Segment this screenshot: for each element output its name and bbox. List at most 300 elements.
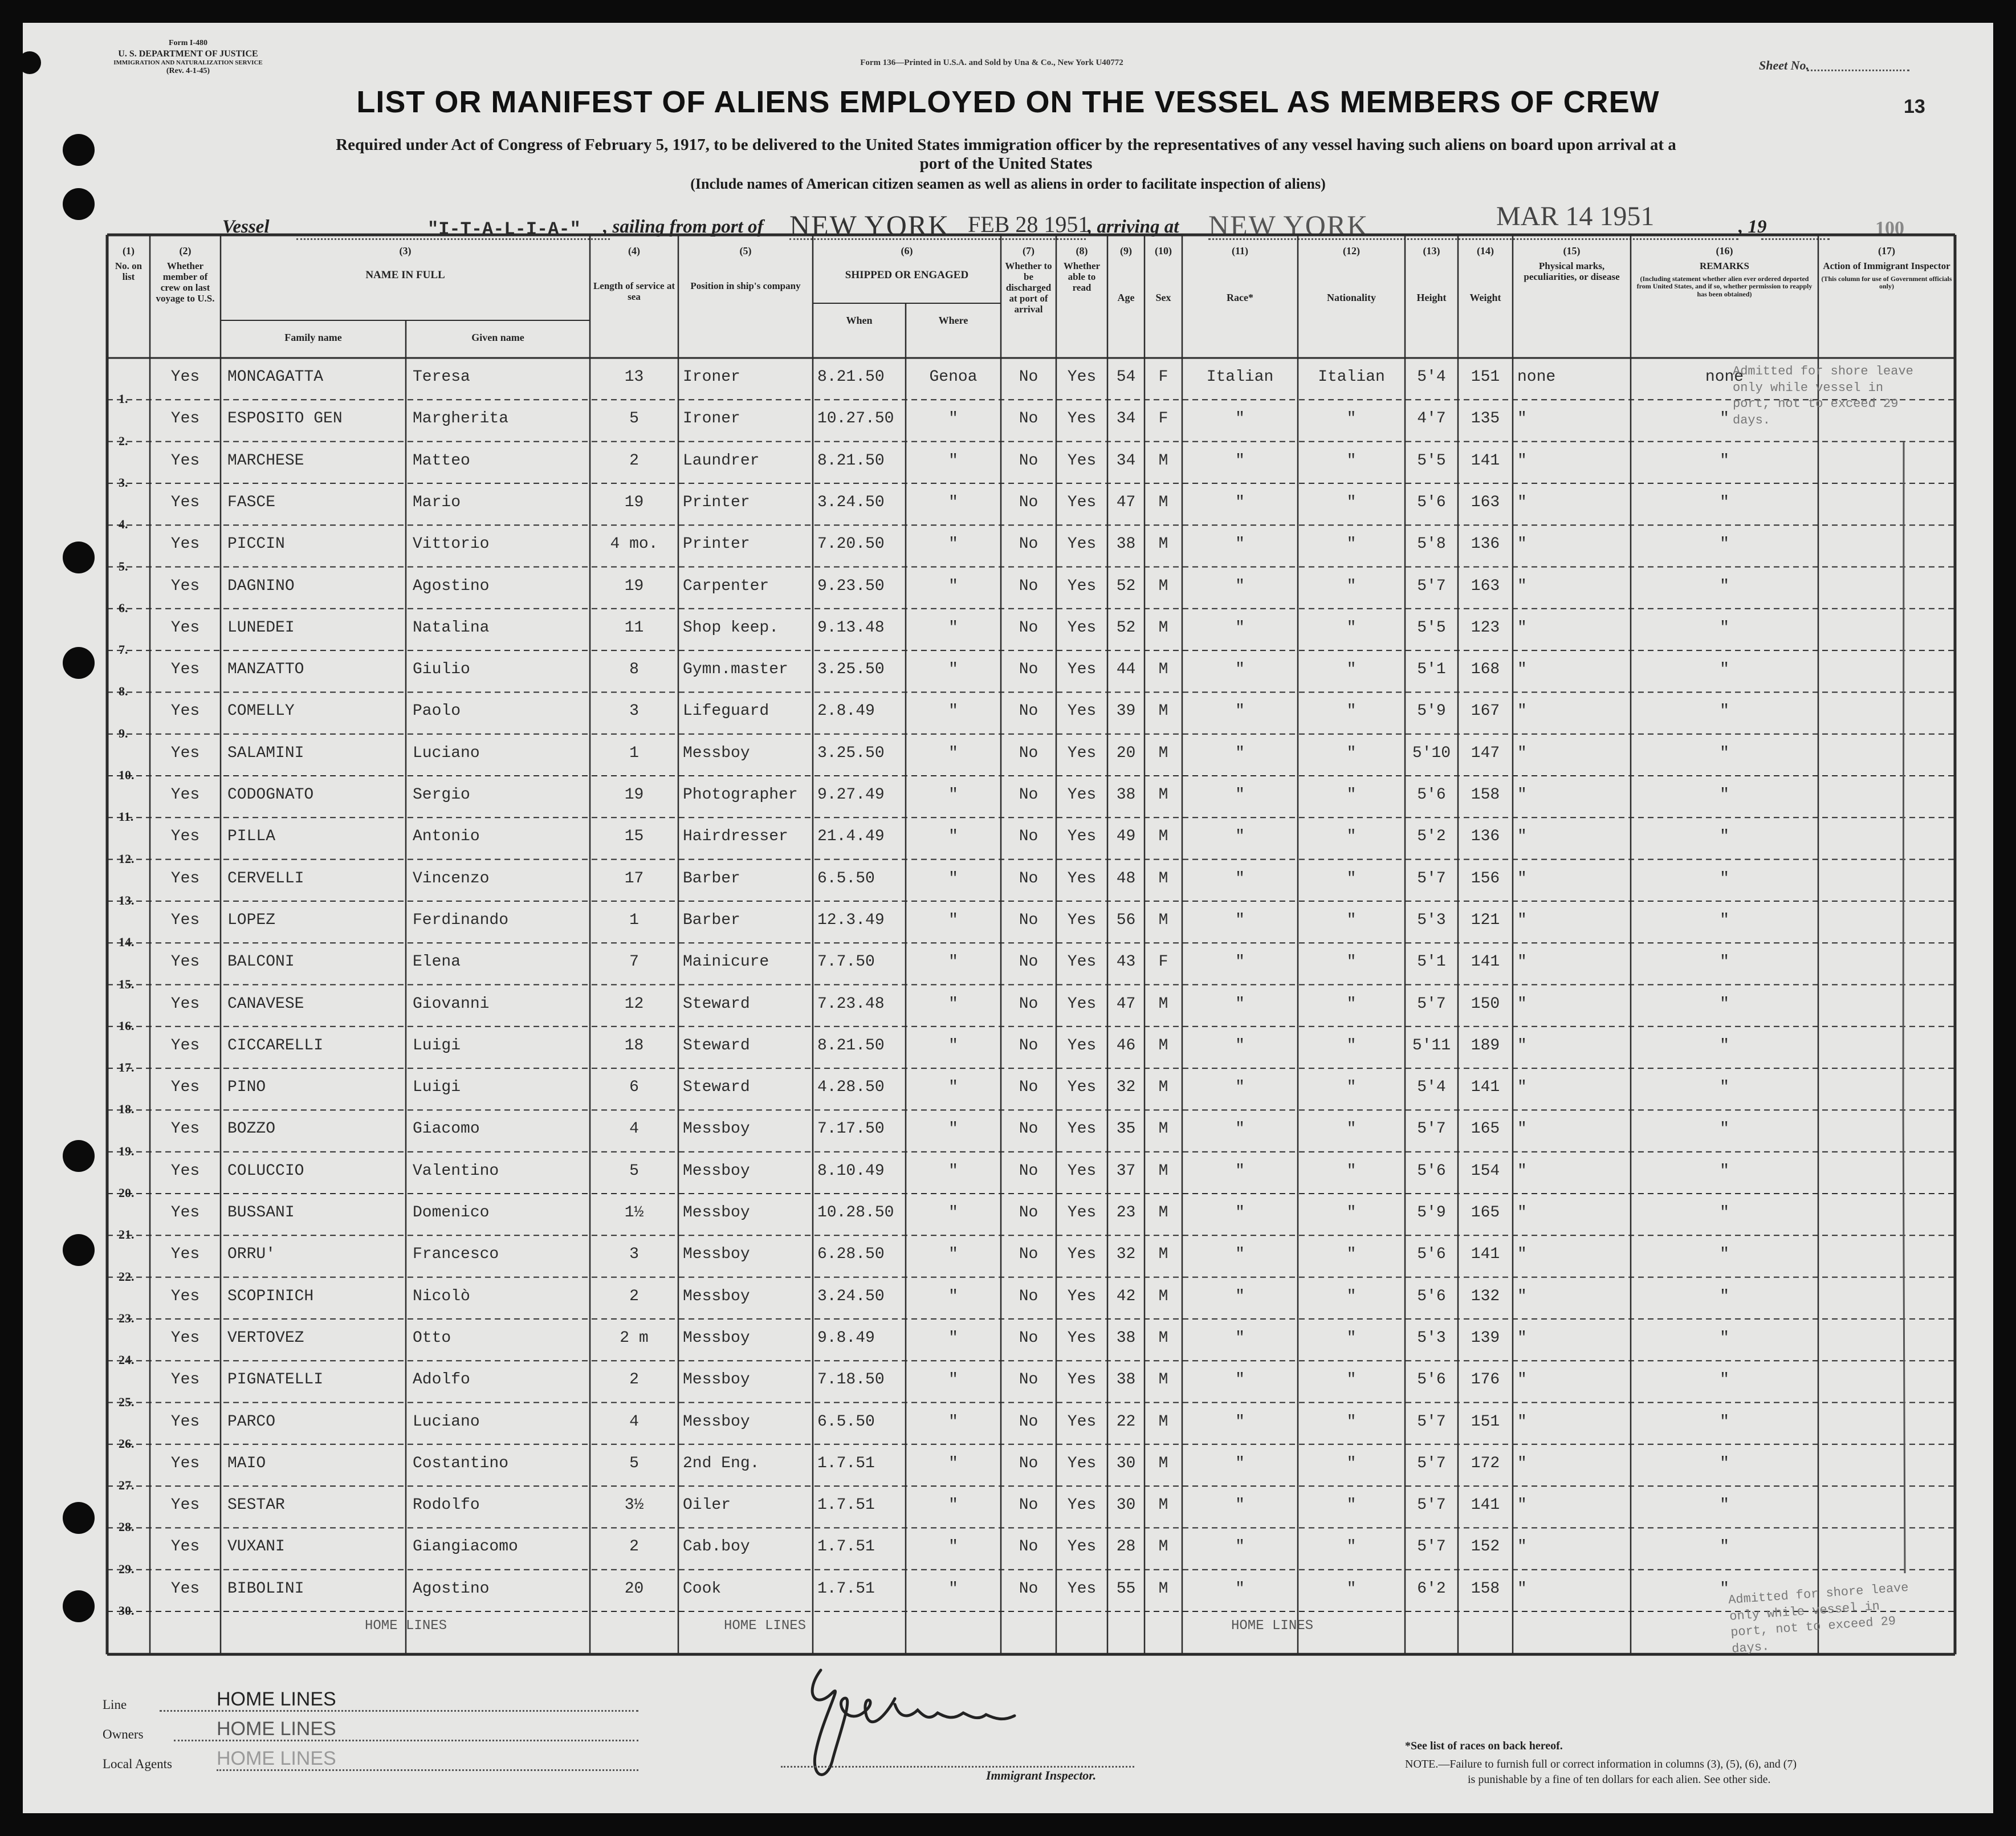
crew-when-cell: 8.10.49 xyxy=(817,1162,885,1180)
crew-sex-cell: M xyxy=(1158,577,1168,595)
crew-sex-cell: M xyxy=(1158,1120,1168,1138)
crew-family-cell: MARCHESE xyxy=(227,451,304,470)
crew-prev-cell: Yes xyxy=(170,1329,200,1347)
crew-race-cell: " xyxy=(1235,1579,1245,1598)
crew-given-cell: Vittorio xyxy=(413,535,490,553)
row-number: 3. xyxy=(119,475,128,490)
crew-sex-cell: M xyxy=(1158,786,1168,804)
crew-marks-cell: " xyxy=(1517,661,1527,679)
crew-family-cell: VERTOVEZ xyxy=(227,1329,304,1347)
remarks-stamp-top: Admitted for shore leave only while vessel in port, not to exceed 29 days. xyxy=(1733,364,1913,428)
column-number: (3) xyxy=(399,245,412,257)
crew-discharged-cell: No xyxy=(1019,1371,1038,1389)
crew-position-cell: Messboy xyxy=(683,1412,750,1431)
crew-family-cell: LUNEDEI xyxy=(227,618,295,637)
crew-where-cell: " xyxy=(948,1329,958,1347)
crew-height-cell: 5'4 xyxy=(1417,368,1446,386)
crew-weight-cell: 136 xyxy=(1471,828,1500,846)
crew-remarks-cell: " xyxy=(1720,1120,1729,1138)
crew-prev-cell: Yes xyxy=(170,828,200,846)
crew-service-cell: 3 xyxy=(629,1245,639,1264)
crew-marks-cell: " xyxy=(1517,1579,1527,1598)
crew-weight-cell: 147 xyxy=(1471,744,1500,762)
crew-sex-cell: M xyxy=(1158,535,1168,553)
crew-age-cell: 20 xyxy=(1116,744,1136,762)
crew-marks-cell: " xyxy=(1517,744,1527,762)
crew-where-cell: " xyxy=(948,661,958,679)
crew-marks-cell: " xyxy=(1517,493,1527,511)
agents-value: HOME LINES xyxy=(217,1748,336,1769)
crew-position-cell: Printer xyxy=(683,535,750,553)
crew-age-cell: 48 xyxy=(1116,869,1136,888)
crew-given-cell: Nicolò xyxy=(413,1287,470,1305)
crew-height-cell: 5'6 xyxy=(1417,1287,1446,1305)
crew-when-cell: 1.7.51 xyxy=(817,1538,875,1556)
crew-marks-cell: " xyxy=(1517,1329,1527,1347)
crew-nationality-cell: " xyxy=(1346,1162,1357,1180)
crew-read-cell: Yes xyxy=(1067,535,1097,553)
column-label: Height xyxy=(1416,292,1447,303)
crew-service-cell: 4 mo. xyxy=(610,535,658,553)
subcolumn-label: Family name xyxy=(284,332,342,343)
crew-weight-cell: 158 xyxy=(1471,786,1500,804)
crew-when-cell: 8.21.50 xyxy=(817,1036,885,1055)
crew-prev-cell: Yes xyxy=(170,953,200,971)
row-number: 6. xyxy=(119,600,128,615)
crew-when-cell: 6.28.50 xyxy=(817,1245,885,1264)
crew-given-cell: Otto xyxy=(413,1329,451,1347)
crew-race-cell: " xyxy=(1235,1162,1245,1180)
crew-discharged-cell: No xyxy=(1019,744,1038,762)
crew-given-cell: Giulio xyxy=(413,661,470,679)
crew-read-cell: Yes xyxy=(1067,1329,1097,1347)
crew-age-cell: 38 xyxy=(1116,1329,1136,1347)
crew-marks-cell: " xyxy=(1517,1538,1527,1556)
crew-where-cell: " xyxy=(948,744,958,762)
crew-service-cell: 19 xyxy=(624,786,644,804)
crew-age-cell: 42 xyxy=(1116,1287,1136,1305)
crew-when-cell: 7.23.48 xyxy=(817,995,885,1013)
crew-given-cell: Mario xyxy=(413,493,461,511)
crew-sex-cell: M xyxy=(1158,618,1168,637)
crew-weight-cell: 156 xyxy=(1471,869,1500,888)
crew-position-cell: Steward xyxy=(683,995,750,1013)
crew-family-cell: CERVELLI xyxy=(227,869,304,888)
crew-marks-cell: " xyxy=(1517,1454,1527,1472)
crew-service-cell: 1 xyxy=(629,911,639,929)
column-label: Physical marks, peculiarities, or disease xyxy=(1524,260,1620,283)
crew-given-cell: Domenico xyxy=(413,1204,490,1222)
include-note: (Include names of American citizen seamen as well as aliens in order to facilitate inspection of aliens) xyxy=(690,176,1326,192)
crew-height-cell: 5'6 xyxy=(1417,786,1446,804)
crew-age-cell: 38 xyxy=(1116,535,1136,553)
year-label: , 19 xyxy=(1738,217,1767,237)
crew-remarks-cell: " xyxy=(1720,661,1729,679)
crew-given-cell: Antonio xyxy=(413,828,480,846)
crew-given-cell: Francesco xyxy=(413,1245,499,1264)
agents-label: Local Agents xyxy=(103,1757,172,1771)
crew-weight-cell: 176 xyxy=(1471,1371,1500,1389)
crew-race-cell: " xyxy=(1235,1329,1245,1347)
row-number: 30. xyxy=(119,1603,135,1618)
crew-race-cell: " xyxy=(1235,953,1245,971)
crew-when-cell: 21.4.49 xyxy=(817,828,885,846)
line-label: Line xyxy=(103,1697,127,1712)
crew-where-cell: " xyxy=(948,1036,958,1055)
crew-discharged-cell: No xyxy=(1019,1036,1038,1055)
column-number: (6) xyxy=(901,245,913,257)
crew-marks-cell: none xyxy=(1517,368,1556,386)
column-label: Sex xyxy=(1155,292,1171,303)
vessel-name: "I-T-A-L-I-A-" xyxy=(427,219,581,240)
crew-prev-cell: Yes xyxy=(170,911,200,929)
crew-nationality-cell: " xyxy=(1346,535,1357,553)
crew-family-cell: CICCARELLI xyxy=(227,1036,324,1055)
crew-when-cell: 8.21.50 xyxy=(817,368,885,386)
crew-where-cell: " xyxy=(948,1162,958,1180)
column-label: Position in ship's company xyxy=(690,280,801,291)
crew-nationality-cell: " xyxy=(1346,410,1357,428)
crew-service-cell: 13 xyxy=(624,368,644,386)
crew-position-cell: Messboy xyxy=(683,1329,750,1347)
crew-given-cell: Paolo xyxy=(413,702,461,720)
crew-service-cell: 8 xyxy=(629,661,639,679)
crew-discharged-cell: No xyxy=(1019,661,1038,679)
crew-race-cell: " xyxy=(1235,1496,1245,1515)
crew-position-cell: Messboy xyxy=(683,744,750,762)
row-number: 2. xyxy=(119,433,128,448)
crew-read-cell: Yes xyxy=(1067,1371,1097,1389)
crew-weight-cell: 154 xyxy=(1471,1162,1500,1180)
crew-when-cell: 7.17.50 xyxy=(817,1120,885,1138)
crew-race-cell: " xyxy=(1235,828,1245,846)
crew-weight-cell: 150 xyxy=(1471,995,1500,1013)
crew-service-cell: 5 xyxy=(629,1454,639,1472)
column-number: (5) xyxy=(739,245,752,257)
crew-position-cell: Cook xyxy=(683,1579,722,1598)
crew-service-cell: 20 xyxy=(624,1579,644,1598)
crew-position-cell: Steward xyxy=(683,1078,750,1097)
crew-given-cell: Agostino xyxy=(413,577,490,595)
crew-given-cell: Agostino xyxy=(413,1579,490,1598)
crew-prev-cell: Yes xyxy=(170,1579,200,1598)
crew-remarks-cell: " xyxy=(1720,451,1729,470)
crew-when-cell: 9.23.50 xyxy=(817,577,885,595)
crew-prev-cell: Yes xyxy=(170,1162,200,1180)
crew-where-cell: " xyxy=(948,577,958,595)
column-label: Whether to be discharged at port of arrival xyxy=(1005,260,1052,315)
crew-where-cell: " xyxy=(948,786,958,804)
crew-race-cell: " xyxy=(1235,493,1245,511)
crew-sex-cell: M xyxy=(1158,1078,1168,1097)
crew-age-cell: 35 xyxy=(1116,1120,1136,1138)
crew-age-cell: 54 xyxy=(1116,368,1136,386)
row-number: 21. xyxy=(119,1227,135,1242)
crew-family-cell: COMELLY xyxy=(227,702,295,720)
crew-sex-cell: M xyxy=(1158,1162,1168,1180)
crew-sex-cell: F xyxy=(1158,953,1168,971)
crew-when-cell: 9.27.49 xyxy=(817,786,885,804)
crew-family-cell: BIBOLINI xyxy=(227,1579,304,1598)
crew-height-cell: 5'2 xyxy=(1417,828,1446,846)
crew-sex-cell: M xyxy=(1158,1245,1168,1264)
crew-remarks-cell: " xyxy=(1720,577,1729,595)
crew-service-cell: 2 m xyxy=(620,1329,649,1347)
crew-when-cell: 12.3.49 xyxy=(817,911,885,929)
crew-height-cell: 5'9 xyxy=(1417,1204,1446,1222)
line-31-race-stamp: HOME LINES xyxy=(1231,1618,1314,1634)
crew-height-cell: 5'1 xyxy=(1417,661,1446,679)
crew-weight-cell: 136 xyxy=(1471,535,1500,553)
crew-sex-cell: M xyxy=(1158,1579,1168,1598)
crew-height-cell: 5'7 xyxy=(1417,869,1446,888)
line-31-position-stamp: HOME LINES xyxy=(724,1618,807,1634)
crew-height-cell: 5'7 xyxy=(1417,995,1446,1013)
crew-when-cell: 7.7.50 xyxy=(817,953,875,971)
crew-sex-cell: M xyxy=(1158,1287,1168,1305)
crew-marks-cell: " xyxy=(1517,786,1527,804)
crew-read-cell: Yes xyxy=(1067,368,1097,386)
crew-position-cell: Steward xyxy=(683,1036,750,1055)
crew-age-cell: 52 xyxy=(1116,618,1136,637)
department: U. S. DEPARTMENT OF JUSTICE xyxy=(118,48,258,59)
crew-discharged-cell: No xyxy=(1019,1538,1038,1556)
crew-race-cell: " xyxy=(1235,1204,1245,1222)
crew-race-cell: " xyxy=(1235,1078,1245,1097)
column-number: (7) xyxy=(1023,245,1035,257)
crew-remarks-cell: " xyxy=(1720,493,1729,511)
crew-read-cell: Yes xyxy=(1067,1454,1097,1472)
crew-discharged-cell: No xyxy=(1019,1245,1038,1264)
row-number: 22. xyxy=(119,1269,135,1284)
crew-prev-cell: Yes xyxy=(170,1538,200,1556)
crew-remarks-cell: " xyxy=(1720,1036,1729,1055)
crew-discharged-cell: No xyxy=(1019,786,1038,804)
crew-where-cell: " xyxy=(948,410,958,428)
crew-where-cell: " xyxy=(948,1287,958,1305)
crew-race-cell: " xyxy=(1235,410,1245,428)
crew-position-cell: Laundrer xyxy=(683,451,760,470)
crew-where-cell: " xyxy=(948,953,958,971)
crew-prev-cell: Yes xyxy=(170,535,200,553)
crew-where-cell: " xyxy=(948,1579,958,1598)
crew-weight-cell: 151 xyxy=(1471,368,1500,386)
crew-nationality-cell: " xyxy=(1346,1371,1357,1389)
crew-race-cell: " xyxy=(1235,577,1245,595)
crew-nationality-cell: " xyxy=(1346,451,1357,470)
crew-marks-cell: " xyxy=(1517,535,1527,553)
crew-race-cell: " xyxy=(1235,702,1245,720)
crew-race-cell: " xyxy=(1235,1538,1245,1556)
column-label: Length of service at sea xyxy=(593,280,675,303)
penalty-line-2: is punishable by a fine of ten dollars for each alien. See other side. xyxy=(1468,1773,1771,1786)
crew-discharged-cell: No xyxy=(1019,828,1038,846)
page-number: 13 xyxy=(1904,96,1925,117)
crew-age-cell: 44 xyxy=(1116,661,1136,679)
row-number: 8. xyxy=(119,684,128,699)
crew-read-cell: Yes xyxy=(1067,786,1097,804)
inspector-fill xyxy=(781,1766,1134,1768)
crew-prev-cell: Yes xyxy=(170,577,200,595)
line-value: HOME LINES xyxy=(217,1688,336,1710)
crew-read-cell: Yes xyxy=(1067,869,1097,888)
crew-race-cell: " xyxy=(1235,1412,1245,1431)
crew-age-cell: 22 xyxy=(1116,1412,1136,1431)
crew-sex-cell: M xyxy=(1158,1329,1168,1347)
subcolumn-label: Where xyxy=(938,315,968,326)
crew-discharged-cell: No xyxy=(1019,618,1038,637)
crew-prev-cell: Yes xyxy=(170,368,200,386)
row-number: 26. xyxy=(119,1436,135,1451)
crew-given-cell: Luigi xyxy=(413,1036,461,1055)
crew-service-cell: 4 xyxy=(629,1412,639,1431)
column-label: NAME IN FULL xyxy=(365,269,445,281)
crew-when-cell: 8.21.50 xyxy=(817,451,885,470)
crew-discharged-cell: No xyxy=(1019,995,1038,1013)
crew-read-cell: Yes xyxy=(1067,1204,1097,1222)
crew-discharged-cell: No xyxy=(1019,869,1038,888)
crew-nationality-cell: " xyxy=(1346,618,1357,637)
crew-height-cell: 5'3 xyxy=(1417,911,1446,929)
penalty-line-1: NOTE.—Failure to furnish full or correct information in columns (3), (5), (6), and (7) xyxy=(1405,1758,1797,1770)
crew-discharged-cell: No xyxy=(1019,1412,1038,1431)
crew-discharged-cell: No xyxy=(1019,911,1038,929)
crew-read-cell: Yes xyxy=(1067,1538,1097,1556)
crew-height-cell: 5'8 xyxy=(1417,535,1446,553)
crew-weight-cell: 158 xyxy=(1471,1579,1500,1598)
crew-nationality-cell: " xyxy=(1346,1078,1357,1097)
crew-read-cell: Yes xyxy=(1067,1245,1097,1264)
crew-service-cell: 17 xyxy=(624,869,644,888)
row-number: 20. xyxy=(119,1186,135,1200)
column-number: (15) xyxy=(1563,245,1581,257)
crew-nationality-cell: " xyxy=(1346,953,1357,971)
column-label: Age xyxy=(1117,292,1135,303)
crew-service-cell: 6 xyxy=(629,1078,639,1097)
column-number: (10) xyxy=(1155,245,1172,257)
row-number: 15. xyxy=(119,976,135,991)
crew-where-cell: " xyxy=(948,451,958,470)
row-number: 19. xyxy=(119,1143,135,1158)
crew-age-cell: 46 xyxy=(1116,1036,1136,1055)
crew-height-cell: 5'7 xyxy=(1417,1538,1446,1556)
crew-when-cell: 3.24.50 xyxy=(817,1287,885,1305)
owners-value: HOME LINES xyxy=(217,1718,336,1740)
crew-family-cell: BUSSANI xyxy=(227,1204,295,1222)
crew-position-cell: Barber xyxy=(683,869,740,888)
crew-given-cell: Rodolfo xyxy=(413,1496,480,1515)
crew-read-cell: Yes xyxy=(1067,995,1097,1013)
crew-nationality-cell: " xyxy=(1346,995,1357,1013)
crew-weight-cell: 189 xyxy=(1471,1036,1500,1055)
crew-discharged-cell: No xyxy=(1019,1120,1038,1138)
crew-when-cell: 9.8.49 xyxy=(817,1329,875,1347)
crew-read-cell: Yes xyxy=(1067,1287,1097,1305)
sheet-no-label: Sheet No. xyxy=(1759,58,1809,72)
crew-where-cell: " xyxy=(948,1454,958,1472)
column-number: (1) xyxy=(123,245,135,257)
crew-age-cell: 38 xyxy=(1116,786,1136,804)
crew-where-cell: " xyxy=(948,618,958,637)
column-label: Race* xyxy=(1227,292,1253,303)
crew-height-cell: 5'4 xyxy=(1417,1078,1446,1097)
crew-marks-cell: " xyxy=(1517,702,1527,720)
crew-position-cell: Hairdresser xyxy=(683,828,788,846)
crew-weight-cell: 168 xyxy=(1471,661,1500,679)
crew-when-cell: 3.25.50 xyxy=(817,661,885,679)
crew-prev-cell: Yes xyxy=(170,1245,200,1264)
crew-position-cell: Messboy xyxy=(683,1120,750,1138)
crew-weight-cell: 135 xyxy=(1471,410,1500,428)
crew-prev-cell: Yes xyxy=(170,1496,200,1515)
crew-marks-cell: " xyxy=(1517,1412,1527,1431)
crew-nationality-cell: " xyxy=(1346,493,1357,511)
crew-prev-cell: Yes xyxy=(170,1036,200,1055)
crew-discharged-cell: No xyxy=(1019,953,1038,971)
crew-sex-cell: M xyxy=(1158,661,1168,679)
crew-family-cell: FASCE xyxy=(227,493,276,511)
crew-read-cell: Yes xyxy=(1067,451,1097,470)
crew-nationality-cell: " xyxy=(1346,1454,1357,1472)
crew-service-cell: 7 xyxy=(629,953,639,971)
crew-nationality-cell: " xyxy=(1346,911,1357,929)
column-number: (14) xyxy=(1477,245,1494,257)
crew-family-cell: PICCIN xyxy=(227,535,285,553)
crew-where-cell: Genoa xyxy=(929,368,978,386)
crew-when-cell: 1.7.51 xyxy=(817,1579,875,1598)
crew-height-cell: 5'3 xyxy=(1417,1329,1446,1347)
crew-service-cell: 1½ xyxy=(624,1204,644,1222)
crew-marks-cell: " xyxy=(1517,828,1527,846)
vessel-label: Vessel xyxy=(222,217,270,237)
crew-height-cell: 5'5 xyxy=(1417,618,1446,637)
crew-remarks-cell: " xyxy=(1720,786,1729,804)
crew-sex-cell: M xyxy=(1158,493,1168,511)
column-number: (8) xyxy=(1076,245,1088,257)
crew-read-cell: Yes xyxy=(1067,410,1097,428)
row-number: 16. xyxy=(119,1018,135,1033)
crew-marks-cell: " xyxy=(1517,911,1527,929)
crew-prev-cell: Yes xyxy=(170,1454,200,1472)
crew-when-cell: 10.27.50 xyxy=(817,410,894,428)
crew-remarks-cell: " xyxy=(1720,1496,1729,1515)
inspector-label: Immigrant Inspector. xyxy=(986,1768,1097,1782)
crew-remarks-cell: " xyxy=(1720,410,1729,428)
crew-read-cell: Yes xyxy=(1067,1036,1097,1055)
crew-read-cell: Yes xyxy=(1067,1412,1097,1431)
crew-nationality-cell: " xyxy=(1346,1496,1357,1515)
crew-sex-cell: M xyxy=(1158,451,1168,470)
column-number: (2) xyxy=(179,245,192,257)
manifest-sheet xyxy=(23,23,1993,1813)
crew-marks-cell: " xyxy=(1517,451,1527,470)
crew-marks-cell: " xyxy=(1517,1078,1527,1097)
crew-family-cell: MANZATTO xyxy=(227,661,304,679)
crew-when-cell: 7.18.50 xyxy=(817,1371,885,1389)
crew-remarks-cell: " xyxy=(1720,828,1729,846)
crew-sex-cell: M xyxy=(1158,1204,1168,1222)
crew-height-cell: 5'6 xyxy=(1417,1162,1446,1180)
crew-service-cell: 19 xyxy=(624,493,644,511)
crew-prev-cell: Yes xyxy=(170,786,200,804)
crew-when-cell: 7.20.50 xyxy=(817,535,885,553)
crew-family-cell: PILLA xyxy=(227,828,276,846)
crew-position-cell: Messboy xyxy=(683,1204,750,1222)
crew-where-cell: " xyxy=(948,1538,958,1556)
crew-given-cell: Giovanni xyxy=(413,995,490,1013)
crew-race-cell: " xyxy=(1235,618,1245,637)
crew-race-cell: " xyxy=(1235,661,1245,679)
